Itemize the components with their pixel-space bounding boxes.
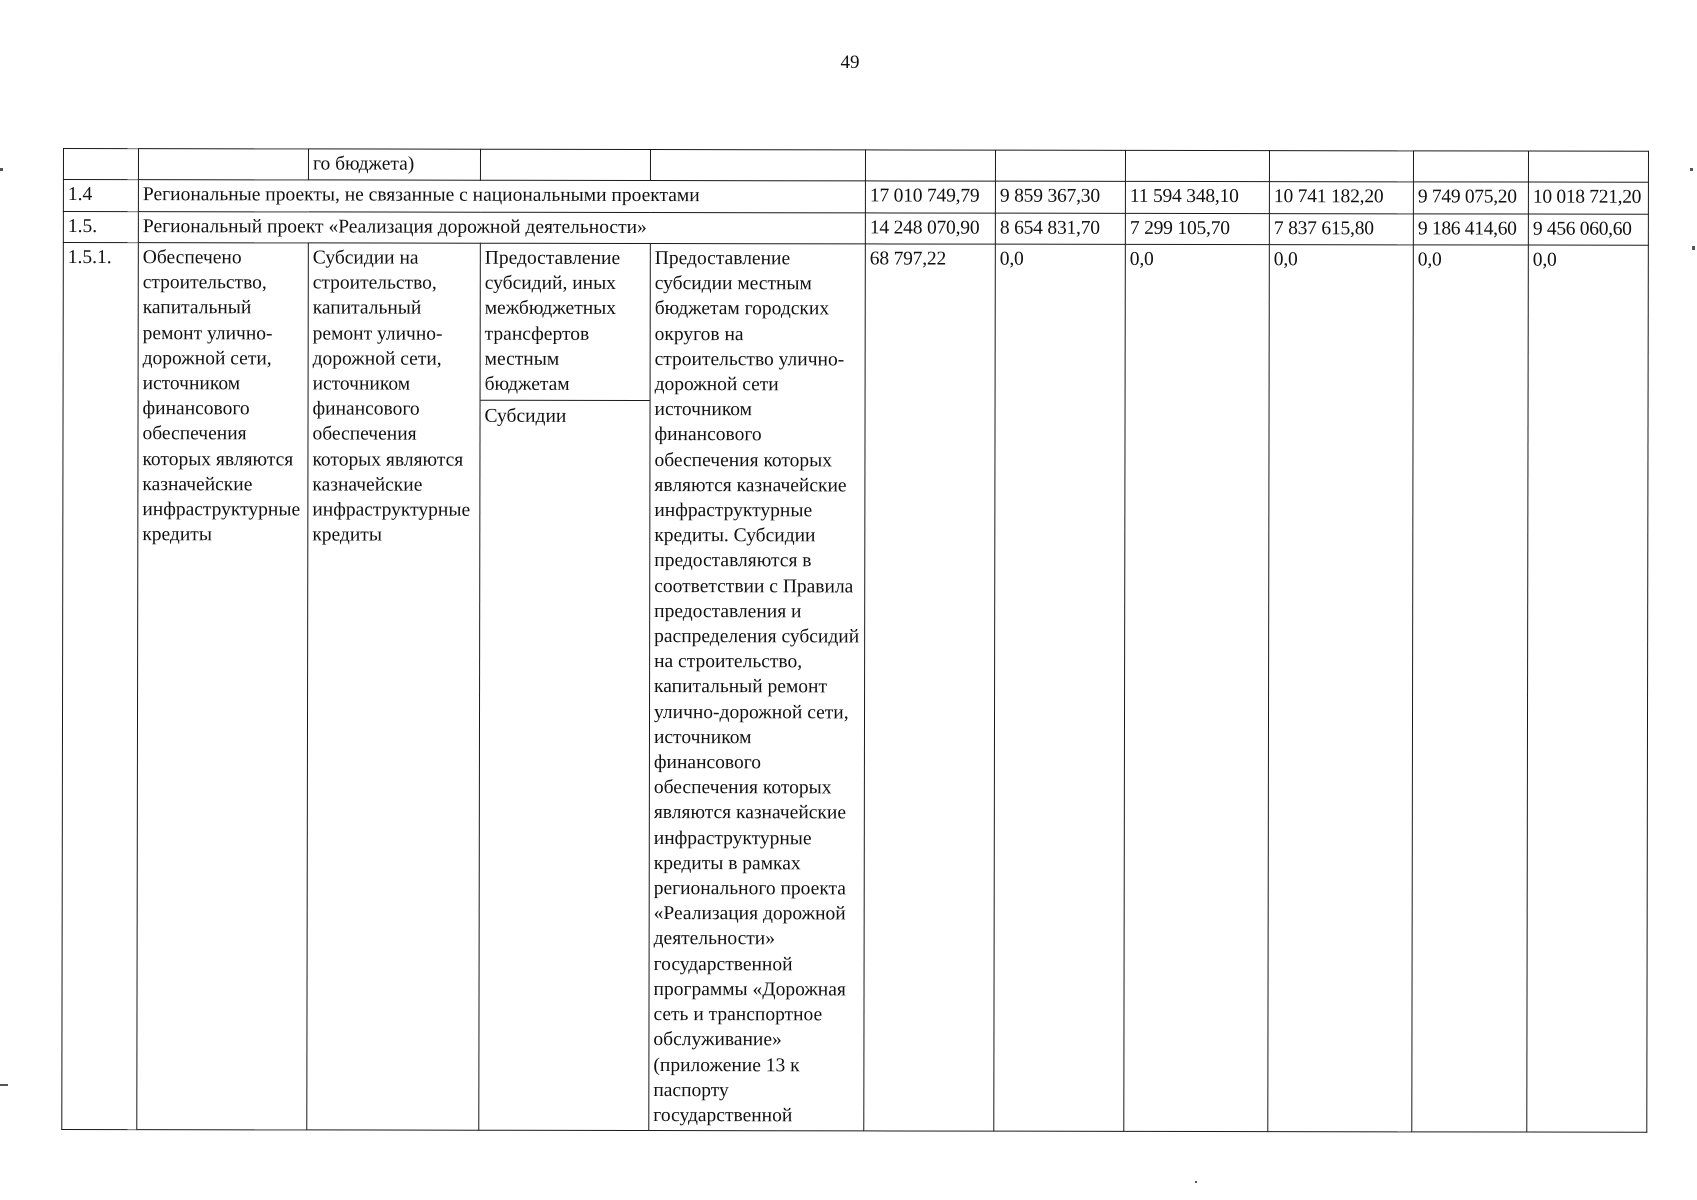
budget-table bbox=[61, 148, 1649, 1133]
table-row-1-5-1 bbox=[62, 243, 1649, 1133]
table-row-1-4 bbox=[63, 180, 1648, 215]
cell-code bbox=[63, 149, 138, 180]
scan-edge-mark bbox=[1690, 168, 1693, 171]
cell-value-5: 9 749 075,20 bbox=[1413, 182, 1528, 214]
cell-value-2: 0,0 bbox=[994, 244, 1126, 1131]
cell-type-upper: Предоставление субсидий, иных межбюджетных трансфертов местным бюджетам bbox=[481, 244, 650, 402]
cell-value bbox=[1528, 151, 1648, 182]
cell-value bbox=[1269, 151, 1413, 182]
cell-value-3: 7 299 105,70 bbox=[1125, 213, 1269, 244]
cell-value-6: 0,0 bbox=[1527, 245, 1649, 1132]
cell-value bbox=[1413, 151, 1528, 182]
scan-dust-mark bbox=[1195, 1181, 1197, 1183]
cell-value-4: 0,0 bbox=[1268, 245, 1414, 1132]
cell-value-1: 17 010 749,79 bbox=[865, 181, 995, 213]
cell-type-lower: Субсидии bbox=[484, 405, 567, 428]
cell-value-4: 7 837 615,80 bbox=[1269, 214, 1413, 245]
cell-project-title: Региональные проекты, не связанные с национальными проектами bbox=[138, 180, 865, 213]
cell-value-6: 9 456 060,60 bbox=[1528, 214, 1648, 245]
cell-value-3: 11 594 348,10 bbox=[1125, 181, 1269, 213]
cell-code: 1.4 bbox=[63, 180, 138, 212]
cell-type bbox=[480, 149, 650, 180]
cell-code: 1.5.1. bbox=[62, 243, 139, 1130]
cell-description bbox=[650, 150, 865, 181]
scan-edge-mark bbox=[1692, 246, 1695, 250]
cell-value-3: 0,0 bbox=[1124, 244, 1270, 1131]
cell-value bbox=[1125, 150, 1269, 181]
cell-measure: го бюджета) bbox=[308, 149, 480, 180]
cell-description: Предоставление субсидии местным бюджетам городских округов на строительство улично-дорожной сети источником финансового обеспечения которых являются казначейские инфраструктурные кредиты. Субсидии предоставляются в соответствии с Правила предоставления и распределения субсидий на строительство, капитальный ремонт улично-дорожной сети, источником финансового обеспечения которых являются казначейские инфраструктурные кредиты в рамках регионального проекта «Реализация дорожной деятельности» государственной программы «Дорожная сеть и транспортное обслуживание» (приложение 13 к паспорту государственной bbox=[649, 244, 866, 1131]
cell-value bbox=[865, 150, 995, 181]
cell-measure: Субсидии на строительство, капитальный ремонт улично-дорожной сети, источником финансового обеспечения которых являются казначейские инфраструктурные кредиты bbox=[307, 243, 481, 1130]
page-number: 49 bbox=[840, 52, 860, 73]
cell-value-5: 0,0 bbox=[1412, 245, 1529, 1132]
scan-edge-mark bbox=[0, 168, 3, 171]
cell-value-1: 68 797,22 bbox=[864, 244, 996, 1131]
cell-result: Обеспечено строительство, капитальный ремонт улично-дорожной сети, источником финансового обеспечения которых являются казначейские инфраструктурные кредиты bbox=[137, 243, 309, 1130]
cell-result bbox=[138, 149, 308, 180]
table-row-continuation bbox=[63, 149, 1648, 183]
cell-value-1: 14 248 070,90 bbox=[865, 213, 995, 244]
cell-value-2: 9 859 367,30 bbox=[995, 181, 1125, 213]
cell-project-title: Региональный проект «Реализация дорожной деятельности» bbox=[138, 212, 865, 244]
cell-value-5: 9 186 414,60 bbox=[1413, 214, 1528, 245]
cell-value bbox=[995, 150, 1125, 181]
scan-edge-mark bbox=[0, 1084, 8, 1086]
cell-value-6: 10 018 721,20 bbox=[1528, 182, 1648, 214]
cell-code: 1.5. bbox=[63, 212, 138, 243]
cell-value-4: 10 741 182,20 bbox=[1269, 182, 1413, 214]
table-row-1-5 bbox=[63, 212, 1648, 246]
cell-value-2: 8 654 831,70 bbox=[995, 213, 1125, 244]
cell-type bbox=[479, 243, 651, 1130]
